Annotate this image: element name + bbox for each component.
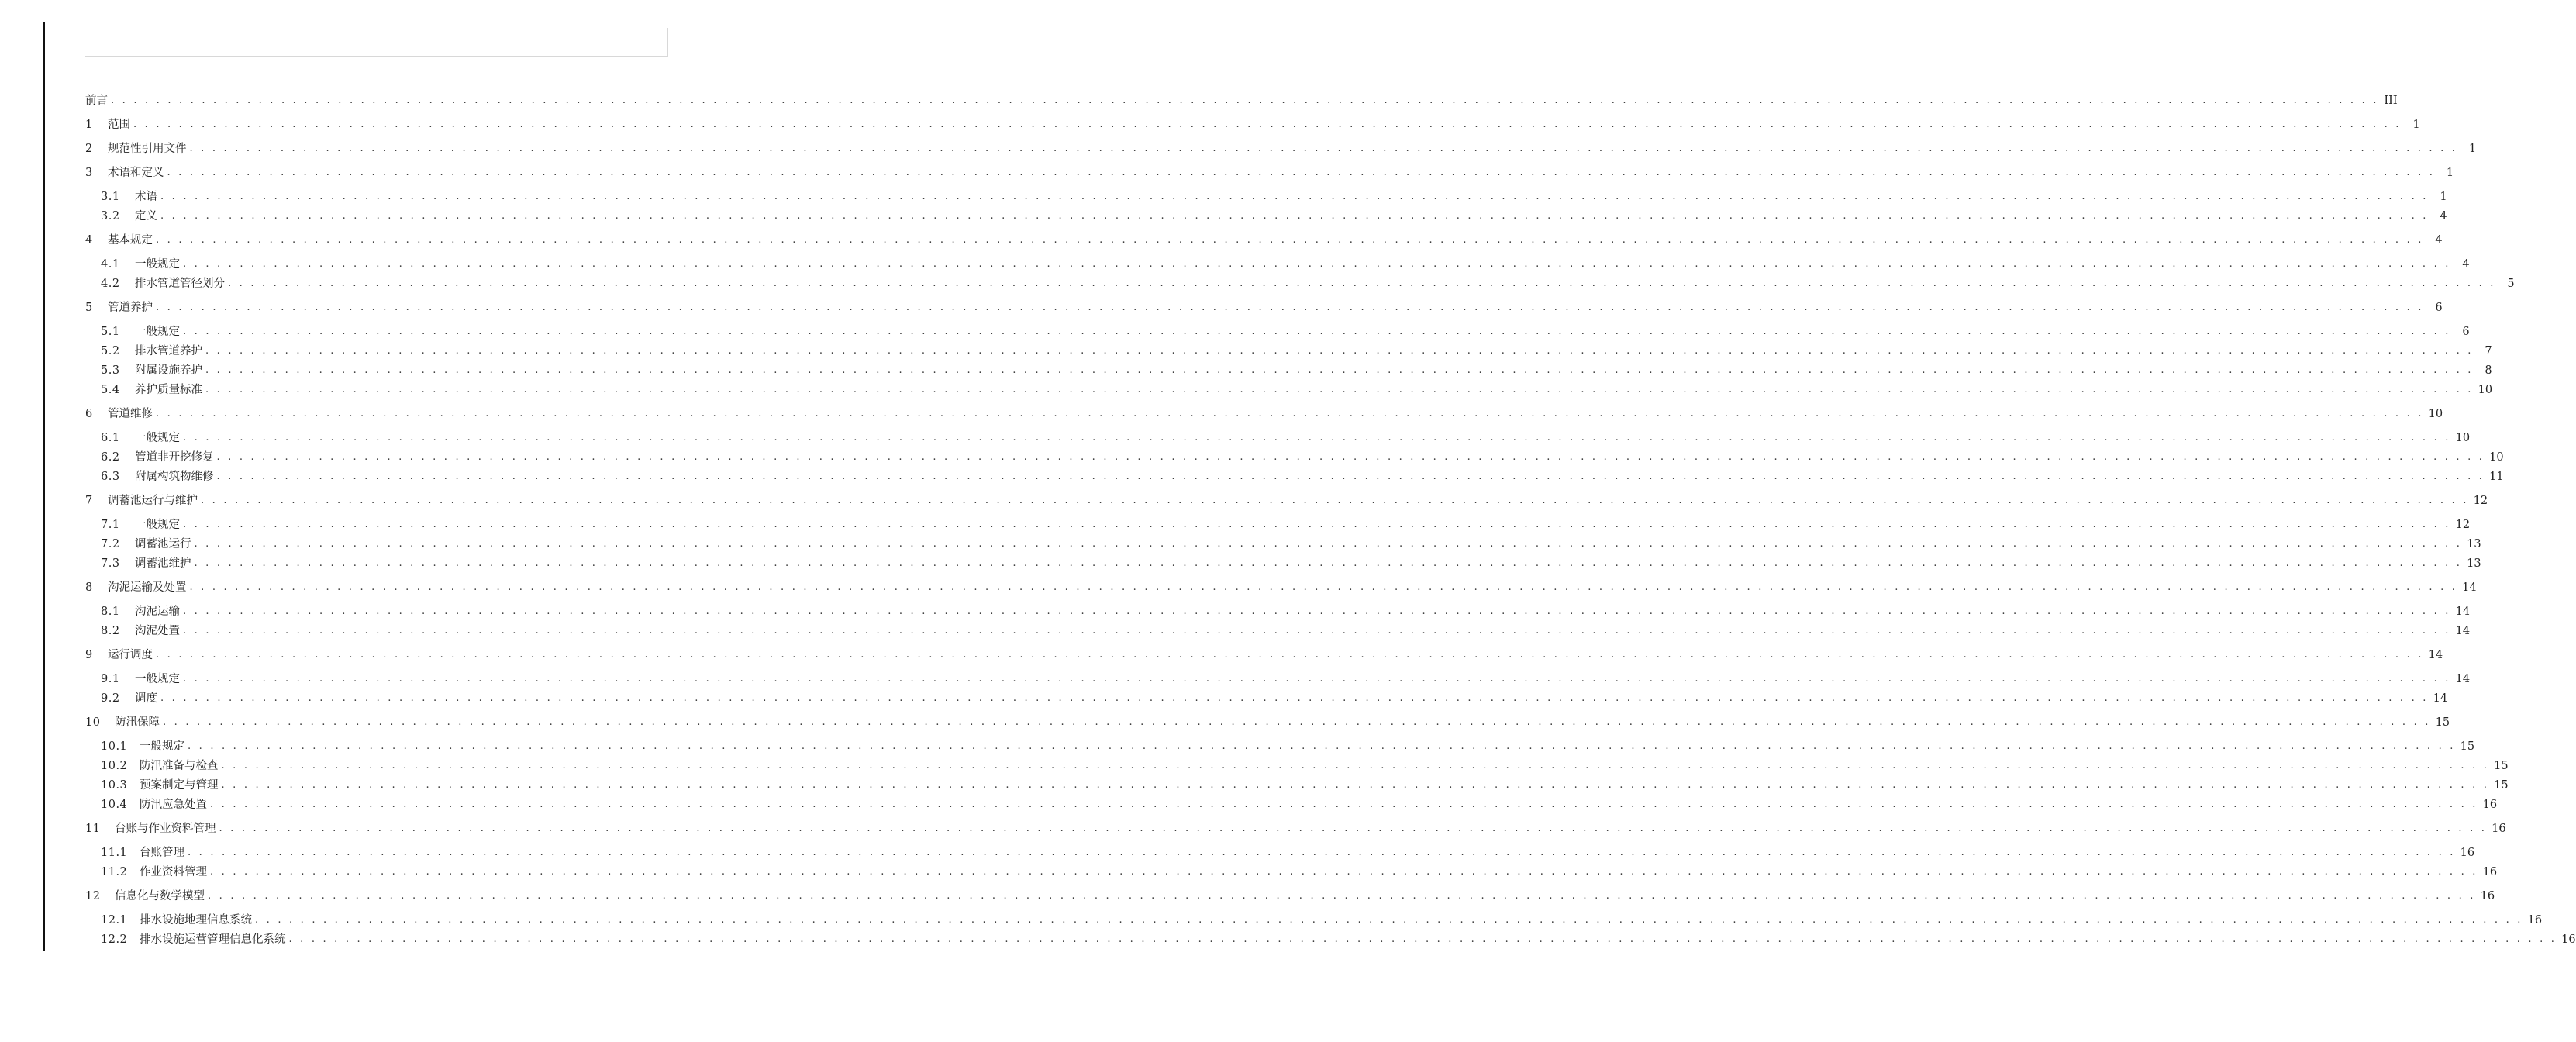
toc-entry-number: 5.1 <box>101 326 120 338</box>
toc-entry-title: 管道养护 <box>108 302 153 314</box>
toc-entry-number: 4 <box>85 234 93 247</box>
toc-entry-page: 10 <box>2489 451 2504 464</box>
toc-dot-leader: . . . . . . . . . . . . . . . . . . . . . . . . . . . . . . . . . . . . . . . . . . . . . . . . . . . . . . . . . . . . . . . . . . . . . . . . . . . . . . . . . . . . . . . . . . . . . . . . . . . . . . . . . . . . . . . . . . . . . . . . . . . . . . . . . . . . . . . . . . . . . . . . . . . . . . . . . . . . . . . . . . . . . . . . . . . . . . . . . . . . . . . . . . . . . . . . . . . . . . . . <box>156 408 2424 419</box>
toc-entry[interactable] <box>101 844 2475 861</box>
toc-entry-title: 一般规定 <box>140 740 184 753</box>
toc-entry[interactable] <box>101 671 2471 688</box>
toc-entry[interactable] <box>101 623 2471 640</box>
toc-entry-page: 4 <box>2440 210 2447 223</box>
toc-entry-page: 15 <box>2494 779 2509 792</box>
toc-entry-title: 一般规定 <box>135 258 180 271</box>
toc-dot-leader: . . . . . . . . . . . . . . . . . . . . . . . . . . . . . . . . . . . . . . . . . . . . . . . . . . . . . . . . . . . . . . . . . . . . . . . . . . . . . . . . . . . . . . . . . . . . . . . . . . . . . . . . . . . . . . . . . . . . . . . . . . . . . . . . . . . . . . . . . . . . . . . . . . . . . . . . . . . . . . . . . . . . . . . . . . . . . . . . . . . . . . . . . . . . . . . . . . . . . . . . <box>210 866 2478 878</box>
toc-entry-title: 排水设施地理信息系统 <box>140 914 252 926</box>
toc-entry-title: 排水设施运营管理信息化系统 <box>140 933 286 946</box>
toc-entry-title: 管道维修 <box>108 408 153 420</box>
toc-entry-page: 14 <box>2428 649 2443 661</box>
toc-entry[interactable] <box>101 536 2481 553</box>
toc-dot-leader: . . . . . . . . . . . . . . . . . . . . . . . . . . . . . . . . . . . . . . . . . . . . . . . . . . . . . . . . . . . . . . . . . . . . . . . . . . . . . . . . . . . . . . . . . . . . . . . . . . . . . . . . . . . . . . . . . . . . . . . . . . . . . . . . . . . . . . . . . . . . . . . . . . . . . . . . . . . . . . . . . . . . . . . . . . . . . . . . . . . . . . . . . . . . . . . . . . . . . . . . <box>160 191 2429 202</box>
toc-entry-page: 15 <box>2435 716 2450 729</box>
toc-entry-number: 5.3 <box>101 364 120 377</box>
toc-entry-number: 12 <box>85 890 101 902</box>
toc-entry[interactable] <box>85 820 2506 837</box>
toc-entry[interactable] <box>101 449 2504 466</box>
toc-entry-number: 3.2 <box>101 210 120 223</box>
toc-entry[interactable] <box>85 492 2488 509</box>
toc-entry[interactable] <box>101 343 2492 360</box>
toc-entry-title: 台账管理 <box>140 847 184 859</box>
toc-entry-title: 定义 <box>135 210 157 223</box>
toc-entry[interactable] <box>85 164 2454 181</box>
toc-entry-number: 7.2 <box>101 538 120 550</box>
toc-dot-leader: . . . . . . . . . . . . . . . . . . . . . . . . . . . . . . . . . . . . . . . . . . . . . . . . . . . . . . . . . . . . . . . . . . . . . . . . . . . . . . . . . . . . . . . . . . . . . . . . . . . . . . . . . . . . . . . . . . . . . . . . . . . . . . . . . . . . . . . . . . . . . . . . . . . . . . . . . . . . . . . . . . . . . . . . . . . . . . . . . . . . . . . . . . . . . . . . . . . . . . . . <box>228 278 2496 289</box>
toc-entry[interactable] <box>101 208 2447 225</box>
left-margin-rule <box>43 22 45 951</box>
toc-entry-number: 3.1 <box>101 191 120 203</box>
toc-dot-leader: . . . . . . . . . . . . . . . . . . . . . . . . . . . . . . . . . . . . . . . . . . . . . . . . . . . . . . . . . . . . . . . . . . . . . . . . . . . . . . . . . . . . . . . . . . . . . . . . . . . . . . . . . . . . . . . . . . . . . . . . . . . . . . . . . . . . . . . . . . . . . . . . . . . . . . . . . . . . . . . . . . . . . . . . . . . . . . . . . . . . . . . . . . . . . . . . . . . . . . . . <box>221 760 2490 771</box>
toc-dot-leader: . . . . . . . . . . . . . . . . . . . . . . . . . . . . . . . . . . . . . . . . . . . . . . . . . . . . . . . . . . . . . . . . . . . . . . . . . . . . . . . . . . . . . . . . . . . . . . . . . . . . . . . . . . . . . . . . . . . . . . . . . . . . . . . . . . . . . . . . . . . . . . . . . . . . . . . . . . . . . . . . . . . . . . . . . . . . . . . . . . . . . . . . . . . . . . . . . . . . . . . . <box>183 606 2451 617</box>
toc-entry[interactable] <box>101 323 2470 340</box>
toc-entry-page: 16 <box>2561 933 2576 946</box>
toc-entry-page: 16 <box>2482 799 2498 811</box>
toc-entry-title: 管道非开挖修复 <box>135 451 214 464</box>
toc-entry-title: 沟泥运输 <box>135 606 180 618</box>
toc-entry[interactable] <box>101 275 2515 292</box>
toc-entry-page: 16 <box>2460 847 2475 859</box>
toc-entry-page: 16 <box>2480 890 2495 902</box>
toc-entry[interactable] <box>101 430 2471 447</box>
toc-entry-page: 10 <box>2478 384 2493 396</box>
toc-entry[interactable] <box>101 362 2492 379</box>
toc-entry-number: 10.1 <box>101 740 128 753</box>
toc-dot-leader: . . . . . . . . . . . . . . . . . . . . . . . . . . . . . . . . . . . . . . . . . . . . . . . . . . . . . . . . . . . . . . . . . . . . . . . . . . . . . . . . . . . . . . . . . . . . . . . . . . . . . . . . . . . . . . . . . . . . . . . . . . . . . . . . . . . . . . . . . . . . . . . . . . . . . . . . . . . . . . . . . . . . . . . . . . . . . . . . . . . . . . . . . . . . . . . . . . . . . . . . <box>156 649 2424 661</box>
toc-entry-title: 附属设施养护 <box>135 364 202 377</box>
toc-entry-page: 12 <box>2473 495 2488 507</box>
toc-entry-number: 10 <box>85 716 101 729</box>
toc-entry-title: 一般规定 <box>135 432 180 444</box>
toc-entry[interactable] <box>85 299 2443 316</box>
toc-entry-page: 10 <box>2455 432 2471 444</box>
toc-entry[interactable] <box>101 796 2498 813</box>
toc-entry-number: 9 <box>85 649 93 661</box>
toc-entry-number: 11 <box>85 823 101 835</box>
toc-entry-title: 沟泥处置 <box>135 625 180 637</box>
toc-entry-page: 4 <box>2462 258 2470 271</box>
toc-entry[interactable] <box>101 603 2471 620</box>
toc-dot-leader: . . . . . . . . . . . . . . . . . . . . . . . . . . . . . . . . . . . . . . . . . . . . . . . . . . . . . . . . . . . . . . . . . . . . . . . . . . . . . . . . . . . . . . . . . . . . . . . . . . . . . . . . . . . . . . . . . . . . . . . . . . . . . . . . . . . . . . . . . . . . . . . . . . . . . . . . . . . . . . . . . . . . . . . . . . . . . . . . . . . . . . . . . . . . . . . . . . . . . . . . <box>194 557 2463 569</box>
toc-entry-page: 14 <box>2455 625 2471 637</box>
toc-entry-title: 调度 <box>135 692 157 705</box>
toc-entry-title: 台账与作业资料管理 <box>115 823 216 835</box>
toc-dot-leader: . . . . . . . . . . . . . . . . . . . . . . . . . . . . . . . . . . . . . . . . . . . . . . . . . . . . . . . . . . . . . . . . . . . . . . . . . . . . . . . . . . . . . . . . . . . . . . . . . . . . . . . . . . . . . . . . . . . . . . . . . . . . . . . . . . . . . . . . . . . . . . . . . . . . . . . . . . . . . . . . . . . . . . . . . . . . . . . . . . . . . . . . . . . . . . . . . . . . . . . . <box>208 890 2476 902</box>
toc-dot-leader: . . . . . . . . . . . . . . . . . . . . . . . . . . . . . . . . . . . . . . . . . . . . . . . . . . . . . . . . . . . . . . . . . . . . . . . . . . . . . . . . . . . . . . . . . . . . . . . . . . . . . . . . . . . . . . . . . . . . . . . . . . . . . . . . . . . . . . . . . . . . . . . . . . . . . . . . . . . . . . . . . . . . . . . . . . . . . . . . . . . . . . . . . . . . . . . . . . . . . . . . <box>188 847 2456 858</box>
toc-dot-leader: . . . . . . . . . . . . . . . . . . . . . . . . . . . . . . . . . . . . . . . . . . . . . . . . . . . . . . . . . . . . . . . . . . . . . . . . . . . . . . . . . . . . . . . . . . . . . . . . . . . . . . . . . . . . . . . . . . . . . . . . . . . . . . . . . . . . . . . . . . . . . . . . . . . . . . . . . . . . . . . . . . . . . . . . . . . . . . . . . . . . . . . . . . . . . . . . . . . . . . . . <box>221 779 2490 791</box>
toc-entry[interactable] <box>101 555 2481 572</box>
toc-entry-title: 信息化与数学模型 <box>115 890 205 902</box>
toc-entry-page: 7 <box>2485 345 2492 357</box>
toc-entry[interactable] <box>85 140 2477 157</box>
toc-entry-number: 12.2 <box>101 933 128 946</box>
toc-entry-title: 作业资料管理 <box>140 866 207 878</box>
toc-entry-number: 6.2 <box>101 451 120 464</box>
toc-entry[interactable] <box>101 381 2493 399</box>
toc-entry-page: 6 <box>2435 302 2443 314</box>
toc-entry-title: 一般规定 <box>135 519 180 531</box>
toc-entry[interactable] <box>85 888 2495 905</box>
toc-entry[interactable] <box>101 188 2447 205</box>
header-rule <box>85 56 668 57</box>
toc-dot-leader: . . . . . . . . . . . . . . . . . . . . . . . . . . . . . . . . . . . . . . . . . . . . . . . . . . . . . . . . . . . . . . . . . . . . . . . . . . . . . . . . . . . . . . . . . . . . . . . . . . . . . . . . . . . . . . . . . . . . . . . . . . . . . . . . . . . . . . . . . . . . . . . . . . . . . . . . . . . . . . . . . . . . . . . . . . . . . . . . . . . . . . . . . . . . . . . . . . . . . . . . <box>183 258 2451 270</box>
toc-entry-number: 11.1 <box>101 847 128 859</box>
toc-entry-number: 4.2 <box>101 278 120 290</box>
toc-entry-title: 规范性引用文件 <box>108 143 187 155</box>
toc-dot-leader: . . . . . . . . . . . . . . . . . . . . . . . . . . . . . . . . . . . . . . . . . . . . . . . . . . . . . . . . . . . . . . . . . . . . . . . . . . . . . . . . . . . . . . . . . . . . . . . . . . . . . . . . . . . . . . . . . . . . . . . . . . . . . . . . . . . . . . . . . . . . . . . . . . . . . . . . . . . . . . . . . . . . . . . . . . . . . . . . . . . . . . . . . . . . . . . . . . . . . . . . <box>156 302 2424 313</box>
toc-entry[interactable] <box>85 647 2443 664</box>
toc-entry-page: 16 <box>2482 866 2498 878</box>
toc-dot-leader: . . . . . . . . . . . . . . . . . . . . . . . . . . . . . . . . . . . . . . . . . . . . . . . . . . . . . . . . . . . . . . . . . . . . . . . . . . . . . . . . . . . . . . . . . . . . . . . . . . . . . . . . . . . . . . . . . . . . . . . . . . . . . . . . . . . . . . . . . . . . . . . . . . . . . . . . . . . . . . . . . . . . . . . . . . . . . . . . . . . . . . . . . . . . . . . . . . . . . . . . <box>288 933 2557 945</box>
toc-entry-number: 6 <box>85 408 93 420</box>
toc-entry-page: 14 <box>2455 606 2471 618</box>
toc-entry-number: 6.3 <box>101 471 120 483</box>
toc-entry-title: 调蓄池运行与维护 <box>108 495 198 507</box>
toc-entry-page: 6 <box>2462 326 2470 338</box>
toc-entry-title: 调蓄池维护 <box>135 557 191 570</box>
toc-dot-leader: . . . . . . . . . . . . . . . . . . . . . . . . . . . . . . . . . . . . . . . . . . . . . . . . . . . . . . . . . . . . . . . . . . . . . . . . . . . . . . . . . . . . . . . . . . . . . . . . . . . . . . . . . . . . . . . . . . . . . . . . . . . . . . . . . . . . . . . . . . . . . . . . . . . . . . . . . . . . . . . . . . . . . . . . . . . . . . . . . . . . . . . . . . . . . . . . . . . . . . . . <box>189 143 2458 154</box>
toc-entry[interactable] <box>85 714 2450 731</box>
toc-entry-title: 防汛应急处置 <box>140 799 207 811</box>
toc-entry-number: 5 <box>85 302 93 314</box>
toc-entry[interactable] <box>101 757 2509 775</box>
toc-dot-leader: . . . . . . . . . . . . . . . . . . . . . . . . . . . . . . . . . . . . . . . . . . . . . . . . . . . . . . . . . . . . . . . . . . . . . . . . . . . . . . . . . . . . . . . . . . . . . . . . . . . . . . . . . . . . . . . . . . . . . . . . . . . . . . . . . . . . . . . . . . . . . . . . . . . . . . . . . . . . . . . . . . . . . . . . . . . . . . . . . . . . . . . . . . . . . . . . . . . . . . . . <box>183 625 2451 637</box>
toc-entry-title: 运行调度 <box>108 649 153 661</box>
toc-entry-page: 4 <box>2435 234 2443 247</box>
toc-dot-leader: . . . . . . . . . . . . . . . . . . . . . . . . . . . . . . . . . . . . . . . . . . . . . . . . . . . . . . . . . . . . . . . . . . . . . . . . . . . . . . . . . . . . . . . . . . . . . . . . . . . . . . . . . . . . . . . . . . . . . . . . . . . . . . . . . . . . . . . . . . . . . . . . . . . . . . . . . . . . . . . . . . . . . . . . . . . . . . . . . . . . . . . . . . . . . . . . . . . . . . . . <box>205 364 2474 376</box>
toc-entry-page: 13 <box>2467 557 2481 570</box>
toc-dot-leader: . . . . . . . . . . . . . . . . . . . . . . . . . . . . . . . . . . . . . . . . . . . . . . . . . . . . . . . . . . . . . . . . . . . . . . . . . . . . . . . . . . . . . . . . . . . . . . . . . . . . . . . . . . . . . . . . . . . . . . . . . . . . . . . . . . . . . . . . . . . . . . . . . . . . . . . . . . . . . . . . . . . . . . . . . . . . . . . . . . . . . . . . . . . . . . . . . . . . . . . . <box>156 234 2424 246</box>
toc-entry-number: 7 <box>85 495 93 507</box>
toc-entry[interactable] <box>85 116 2420 133</box>
toc-entry-page: 8 <box>2485 364 2492 377</box>
toc-entry-page: 15 <box>2494 760 2509 772</box>
toc-dot-leader: . . . . . . . . . . . . . . . . . . . . . . . . . . . . . . . . . . . . . . . . . . . . . . . . . . . . . . . . . . . . . . . . . . . . . . . . . . . . . . . . . . . . . . . . . . . . . . . . . . . . . . . . . . . . . . . . . . . . . . . . . . . . . . . . . . . . . . . . . . . . . . . . . . . . . . . . . . . . . . . . . . . . . . . . . . . . . . . . . . . . . . . . . . . . . . . . . . . . . . . . <box>160 210 2429 222</box>
toc-dot-leader: . . . . . . . . . . . . . . . . . . . . . . . . . . . . . . . . . . . . . . . . . . . . . . . . . . . . . . . . . . . . . . . . . . . . . . . . . . . . . . . . . . . . . . . . . . . . . . . . . . . . . . . . . . . . . . . . . . . . . . . . . . . . . . . . . . . . . . . . . . . . . . . . . . . . . . . . . . . . . . . . . . . . . . . . . . . . . . . . . . . . . . . . . . . . . . . . . . . . . . . . <box>216 451 2485 463</box>
toc-entry-number: 9.1 <box>101 673 120 685</box>
toc-entry-number: 11.2 <box>101 866 128 878</box>
toc-entry[interactable] <box>101 468 2504 485</box>
toc-entry-number: 10.4 <box>101 799 128 811</box>
toc-entry-page: 15 <box>2460 740 2475 753</box>
toc-entry-page: 5 <box>2507 278 2515 290</box>
toc-entry-title: 沟泥运输及处置 <box>108 581 187 594</box>
toc-entry-title: 防汛准备与检查 <box>140 760 219 772</box>
toc-entry-page: 11 <box>2489 471 2504 483</box>
toc-dot-leader: . . . . . . . . . . . . . . . . . . . . . . . . . . . . . . . . . . . . . . . . . . . . . . . . . . . . . . . . . . . . . . . . . . . . . . . . . . . . . . . . . . . . . . . . . . . . . . . . . . . . . . . . . . . . . . . . . . . . . . . . . . . . . . . . . . . . . . . . . . . . . . . . . . . . . . . . . . . . . . . . . . . . . . . . . . . . . . . . . . . . . . . . . . . . . . . . . . . . . . . . <box>163 716 2431 728</box>
toc-dot-leader: . . . . . . . . . . . . . . . . . . . . . . . . . . . . . . . . . . . . . . . . . . . . . . . . . . . . . . . . . . . . . . . . . . . . . . . . . . . . . . . . . . . . . . . . . . . . . . . . . . . . . . . . . . . . . . . . . . . . . . . . . . . . . . . . . . . . . . . . . . . . . . . . . . . . . . . . . . . . . . . . . . . . . . . . . . . . . . . . . . . . . . . . . . . . . . . . . . . . . . . . <box>160 692 2429 704</box>
toc-entry-title: 术语 <box>135 191 157 203</box>
toc-dot-leader: . . . . . . . . . . . . . . . . . . . . . . . . . . . . . . . . . . . . . . . . . . . . . . . . . . . . . . . . . . . . . . . . . . . . . . . . . . . . . . . . . . . . . . . . . . . . . . . . . . . . . . . . . . . . . . . . . . . . . . . . . . . . . . . . . . . . . . . . . . . . . . . . . . . . . . . . . . . . . . . . . . . . . . . . . . . . . . . . . . . . . . . . . . . . . . . . . . . . . . . . <box>111 95 2379 106</box>
toc-entry-number: 8.1 <box>101 606 120 618</box>
toc-entry-title: 基本规定 <box>108 234 153 247</box>
toc-entry-number: 10.3 <box>101 779 128 792</box>
toc-dot-leader: . . . . . . . . . . . . . . . . . . . . . . . . . . . . . . . . . . . . . . . . . . . . . . . . . . . . . . . . . . . . . . . . . . . . . . . . . . . . . . . . . . . . . . . . . . . . . . . . . . . . . . . . . . . . . . . . . . . . . . . . . . . . . . . . . . . . . . . . . . . . . . . . . . . . . . . . . . . . . . . . . . . . . . . . . . . . . . . . . . . . . . . . . . . . . . . . . . . . . . . . <box>216 471 2485 482</box>
toc-entry-page: 1 <box>2468 143 2477 155</box>
toc-entry-page: 13 <box>2467 538 2481 550</box>
toc-dot-leader: . . . . . . . . . . . . . . . . . . . . . . . . . . . . . . . . . . . . . . . . . . . . . . . . . . . . . . . . . . . . . . . . . . . . . . . . . . . . . . . . . . . . . . . . . . . . . . . . . . . . . . . . . . . . . . . . . . . . . . . . . . . . . . . . . . . . . . . . . . . . . . . . . . . . . . . . . . . . . . . . . . . . . . . . . . . . . . . . . . . . . . . . . . . . . . . . . . . . . . . . <box>188 740 2456 752</box>
toc-dot-leader: . . . . . . . . . . . . . . . . . . . . . . . . . . . . . . . . . . . . . . . . . . . . . . . . . . . . . . . . . . . . . . . . . . . . . . . . . . . . . . . . . . . . . . . . . . . . . . . . . . . . . . . . . . . . . . . . . . . . . . . . . . . . . . . . . . . . . . . . . . . . . . . . . . . . . . . . . . . . . . . . . . . . . . . . . . . . . . . . . . . . . . . . . . . . . . . . . . . . . . . . <box>183 432 2451 443</box>
toc-entry-number: 7.3 <box>101 557 120 570</box>
toc-entry-number: 2 <box>85 143 93 155</box>
header-corner-rule <box>667 28 668 57</box>
toc-entry[interactable] <box>85 579 2477 596</box>
toc-entry-title: 前言 <box>85 95 108 107</box>
toc-entry-page: 14 <box>2462 581 2477 594</box>
toc-dot-leader: . . . . . . . . . . . . . . . . . . . . . . . . . . . . . . . . . . . . . . . . . . . . . . . . . . . . . . . . . . . . . . . . . . . . . . . . . . . . . . . . . . . . . . . . . . . . . . . . . . . . . . . . . . . . . . . . . . . . . . . . . . . . . . . . . . . . . . . . . . . . . . . . . . . . . . . . . . . . . . . . . . . . . . . . . . . . . . . . . . . . . . . . . . . . . . . . . . . . . . . . <box>201 495 2469 506</box>
toc-dot-leader: . . . . . . . . . . . . . . . . . . . . . . . . . . . . . . . . . . . . . . . . . . . . . . . . . . . . . . . . . . . . . . . . . . . . . . . . . . . . . . . . . . . . . . . . . . . . . . . . . . . . . . . . . . . . . . . . . . . . . . . . . . . . . . . . . . . . . . . . . . . . . . . . . . . . . . . . . . . . . . . . . . . . . . . . . . . . . . . . . . . . . . . . . . . . . . . . . . . . . . . . <box>133 119 2402 130</box>
toc-entry-title: 排水管道管径划分 <box>135 278 225 290</box>
toc-entry-title: 附属构筑物维修 <box>135 471 214 483</box>
toc-entry[interactable] <box>85 405 2443 423</box>
toc-entry-number: 7.1 <box>101 519 120 531</box>
toc-entry-number: 9.2 <box>101 692 120 705</box>
toc-entry-number: 5.4 <box>101 384 120 396</box>
toc-entry-page: III <box>2384 95 2398 107</box>
toc-entry-page: 10 <box>2428 408 2443 420</box>
toc-entry[interactable] <box>101 777 2509 794</box>
toc-entry[interactable] <box>101 516 2471 533</box>
toc-entry-page: 12 <box>2455 519 2471 531</box>
toc-dot-leader: . . . . . . . . . . . . . . . . . . . . . . . . . . . . . . . . . . . . . . . . . . . . . . . . . . . . . . . . . . . . . . . . . . . . . . . . . . . . . . . . . . . . . . . . . . . . . . . . . . . . . . . . . . . . . . . . . . . . . . . . . . . . . . . . . . . . . . . . . . . . . . . . . . . . . . . . . . . . . . . . . . . . . . . . . . . . . . . . . . . . . . . . . . . . . . . . . . . . . . . . <box>210 799 2478 810</box>
toc-entry[interactable] <box>101 690 2448 707</box>
toc-entry-page: 1 <box>2412 119 2420 131</box>
toc-dot-leader: . . . . . . . . . . . . . . . . . . . . . . . . . . . . . . . . . . . . . . . . . . . . . . . . . . . . . . . . . . . . . . . . . . . . . . . . . . . . . . . . . . . . . . . . . . . . . . . . . . . . . . . . . . . . . . . . . . . . . . . . . . . . . . . . . . . . . . . . . . . . . . . . . . . . . . . . . . . . . . . . . . . . . . . . . . . . . . . . . . . . . . . . . . . . . . . . . . . . . . . . <box>183 326 2451 337</box>
toc-dot-leader: . . . . . . . . . . . . . . . . . . . . . . . . . . . . . . . . . . . . . . . . . . . . . . . . . . . . . . . . . . . . . . . . . . . . . . . . . . . . . . . . . . . . . . . . . . . . . . . . . . . . . . . . . . . . . . . . . . . . . . . . . . . . . . . . . . . . . . . . . . . . . . . . . . . . . . . . . . . . . . . . . . . . . . . . . . . . . . . . . . . . . . . . . . . . . . . . . . . . . . . . <box>183 673 2451 685</box>
toc-dot-leader: . . . . . . . . . . . . . . . . . . . . . . . . . . . . . . . . . . . . . . . . . . . . . . . . . . . . . . . . . . . . . . . . . . . . . . . . . . . . . . . . . . . . . . . . . . . . . . . . . . . . . . . . . . . . . . . . . . . . . . . . . . . . . . . . . . . . . . . . . . . . . . . . . . . . . . . . . . . . . . . . . . . . . . . . . . . . . . . . . . . . . . . . . . . . . . . . . . . . . . . . <box>183 519 2451 530</box>
toc-entry-page: 1 <box>2440 191 2447 203</box>
toc-entry-title: 术语和定义 <box>108 167 164 179</box>
toc-entry-page: 16 <box>2527 914 2543 926</box>
toc-entry[interactable] <box>101 912 2543 929</box>
toc-entry[interactable] <box>101 931 2576 948</box>
toc-dot-leader: . . . . . . . . . . . . . . . . . . . . . . . . . . . . . . . . . . . . . . . . . . . . . . . . . . . . . . . . . . . . . . . . . . . . . . . . . . . . . . . . . . . . . . . . . . . . . . . . . . . . . . . . . . . . . . . . . . . . . . . . . . . . . . . . . . . . . . . . . . . . . . . . . . . . . . . . . . . . . . . . . . . . . . . . . . . . . . . . . . . . . . . . . . . . . . . . . . . . . . . . <box>205 384 2474 395</box>
toc-entry-title: 范围 <box>108 119 130 131</box>
toc-entry-title: 一般规定 <box>135 326 180 338</box>
toc-entry-number: 5.2 <box>101 345 120 357</box>
toc-entry[interactable] <box>101 864 2498 881</box>
toc-entry-title: 养护质量标准 <box>135 384 202 396</box>
toc-entry[interactable] <box>85 92 2398 109</box>
toc-entry-title: 调蓄池运行 <box>135 538 191 550</box>
toc-dot-leader: . . . . . . . . . . . . . . . . . . . . . . . . . . . . . . . . . . . . . . . . . . . . . . . . . . . . . . . . . . . . . . . . . . . . . . . . . . . . . . . . . . . . . . . . . . . . . . . . . . . . . . . . . . . . . . . . . . . . . . . . . . . . . . . . . . . . . . . . . . . . . . . . . . . . . . . . . . . . . . . . . . . . . . . . . . . . . . . . . . . . . . . . . . . . . . . . . . . . . . . . <box>189 581 2458 593</box>
toc-entry-number: 4.1 <box>101 258 120 271</box>
toc-entry-number: 10.2 <box>101 760 128 772</box>
toc-dot-leader: . . . . . . . . . . . . . . . . . . . . . . . . . . . . . . . . . . . . . . . . . . . . . . . . . . . . . . . . . . . . . . . . . . . . . . . . . . . . . . . . . . . . . . . . . . . . . . . . . . . . . . . . . . . . . . . . . . . . . . . . . . . . . . . . . . . . . . . . . . . . . . . . . . . . . . . . . . . . . . . . . . . . . . . . . . . . . . . . . . . . . . . . . . . . . . . . . . . . . . . . <box>205 345 2474 357</box>
toc-entry-page: 16 <box>2492 823 2506 835</box>
toc-entry-title: 一般规定 <box>135 673 180 685</box>
toc-entry[interactable] <box>85 232 2443 249</box>
toc-dot-leader: . . . . . . . . . . . . . . . . . . . . . . . . . . . . . . . . . . . . . . . . . . . . . . . . . . . . . . . . . . . . . . . . . . . . . . . . . . . . . . . . . . . . . . . . . . . . . . . . . . . . . . . . . . . . . . . . . . . . . . . . . . . . . . . . . . . . . . . . . . . . . . . . . . . . . . . . . . . . . . . . . . . . . . . . . . . . . . . . . . . . . . . . . . . . . . . . . . . . . . . . <box>219 823 2488 834</box>
toc-entry-page: 14 <box>2433 692 2448 705</box>
toc-dot-leader: . . . . . . . . . . . . . . . . . . . . . . . . . . . . . . . . . . . . . . . . . . . . . . . . . . . . . . . . . . . . . . . . . . . . . . . . . . . . . . . . . . . . . . . . . . . . . . . . . . . . . . . . . . . . . . . . . . . . . . . . . . . . . . . . . . . . . . . . . . . . . . . . . . . . . . . . . . . . . . . . . . . . . . . . . . . . . . . . . . . . . . . . . . . . . . . . . . . . . . . . <box>167 167 2436 178</box>
toc-entry-number: 12.1 <box>101 914 128 926</box>
toc-dot-leader: . . . . . . . . . . . . . . . . . . . . . . . . . . . . . . . . . . . . . . . . . . . . . . . . . . . . . . . . . . . . . . . . . . . . . . . . . . . . . . . . . . . . . . . . . . . . . . . . . . . . . . . . . . . . . . . . . . . . . . . . . . . . . . . . . . . . . . . . . . . . . . . . . . . . . . . . . . . . . . . . . . . . . . . . . . . . . . . . . . . . . . . . . . . . . . . . . . . . . . . . <box>255 914 2523 926</box>
toc-dot-leader: . . . . . . . . . . . . . . . . . . . . . . . . . . . . . . . . . . . . . . . . . . . . . . . . . . . . . . . . . . . . . . . . . . . . . . . . . . . . . . . . . . . . . . . . . . . . . . . . . . . . . . . . . . . . . . . . . . . . . . . . . . . . . . . . . . . . . . . . . . . . . . . . . . . . . . . . . . . . . . . . . . . . . . . . . . . . . . . . . . . . . . . . . . . . . . . . . . . . . . . . <box>194 538 2463 550</box>
toc-entry[interactable] <box>101 738 2475 755</box>
toc-entry-title: 预案制定与管理 <box>140 779 219 792</box>
toc-entry-number: 1 <box>85 119 93 131</box>
toc-entry-page: 1 <box>2446 167 2454 179</box>
toc-entry-number: 6.1 <box>101 432 120 444</box>
toc-entry-number: 8 <box>85 581 93 594</box>
toc-entry-number: 8.2 <box>101 625 120 637</box>
toc-entry-title: 排水管道养护 <box>135 345 202 357</box>
toc-entry-title: 防汛保障 <box>115 716 160 729</box>
toc-entry-page: 14 <box>2455 673 2471 685</box>
toc-entry[interactable] <box>101 256 2470 273</box>
toc-entry-number: 3 <box>85 167 93 179</box>
